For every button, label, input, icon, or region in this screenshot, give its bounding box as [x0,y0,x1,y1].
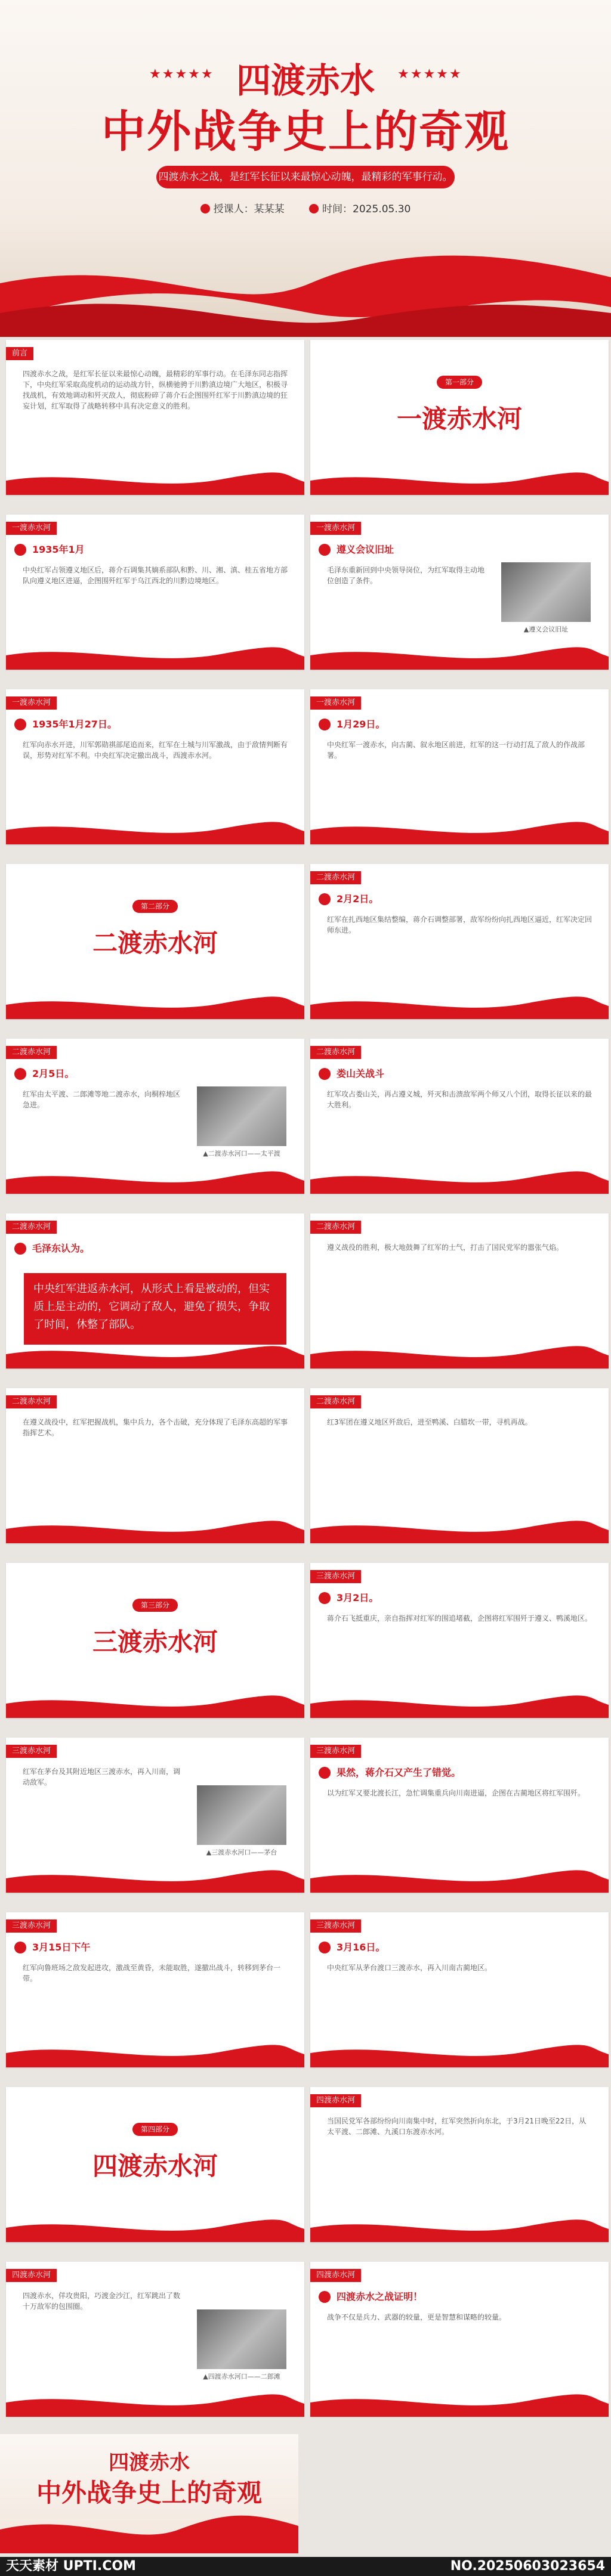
star-row-left: ★★★★★ [149,67,214,82]
slide-tag: 四渡赤水河 [310,2269,361,2282]
slide-11 [6,1213,304,1368]
historic-photo [197,1785,286,1845]
slide-6 [310,689,609,844]
slide-tag: 二渡赤水河 [6,1395,57,1408]
slide-tag: 三渡赤水河 [6,1745,57,1758]
slide-body: 四渡赤水之战，是红军长征以来最惊心动魄，最精彩的军事行动。在毛泽东同志指挥下，中央红军采取高度机动的运动战方针，纵横驰骋于川黔滇边境广大地区，积极寻找战机，有效地调动和歼灭敌人，彻底粉碎了蒋介石企图围歼红军于川黔滇边境的狂妄计划，红军取得了战略转移中具有决定意义的胜利。 [23,370,288,410]
cover-title: 四渡赤水 [236,60,375,101]
part-label: 第三部分 [132,1599,178,1612]
section-title: 二渡赤水河 [92,928,218,958]
slide-heading: 2月2日。 [319,891,378,907]
slide-body: 红军向鲁班场之敌发起进攻，激战至黄昏，未能取胜，遂撤出战斗，转移到茅台一带。 [23,1964,281,1983]
slide-body: 中央红军一渡赤水，向古蔺、叙永地区前进，红军的这一行动打乱了敌人的作战部署。 [327,741,585,760]
slide-tag: 二渡赤水河 [310,1395,361,1408]
slide-1 [6,340,304,495]
slide-heading: 1935年1月 [14,542,85,558]
slide-2 [310,340,609,495]
footer-wave [6,818,304,844]
slide-3 [6,515,304,670]
slide-body: 红军攻占娄山关，再占遵义城，歼灭和击溃敌军两个师又八个团，取得长征以来的最大胜利。 [327,1090,593,1109]
slide-tag: 一渡赤水河 [310,696,361,710]
slide-heading: 1935年1月27日。 [14,717,117,732]
photo-caption: ▲四渡赤水河口——二郎滩 [203,2373,280,2380]
slide-16 [310,1563,609,1718]
slide-tag: 三渡赤水河 [310,1745,361,1758]
section-title: 四渡赤水河 [92,2151,218,2181]
historic-photo [501,562,591,622]
footer-wave [310,469,609,495]
photo-caption: ▲遵义会议旧址 [523,626,569,633]
slide-12 [310,1213,609,1368]
slide-body: 以为红军又要北渡长江，急忙调集重兵向川南进逼，企图在古蔺地区将红军围歼。 [327,1789,585,1797]
slide-body: 毛泽东重新回到中央领导岗位，为红军取得主动地位创造了条件。 [327,566,485,585]
section-title: 一渡赤水河 [396,404,522,434]
footer-wave [310,1517,609,1543]
slide-heading: 1月29日。 [319,717,385,732]
cover-meta [0,200,611,215]
slide-tag: 二渡赤水河 [310,871,361,884]
slide-tag: 四渡赤水河 [6,2269,57,2282]
cover-subtitle-title: 中外战争史上的奇观 [101,106,510,157]
slide-body: 在遵义战役中，红军把握战机，集中兵力，各个击破，充分体现了毛泽东高超的军事指挥艺术。 [23,1418,288,1437]
slide-heading: 毛泽东认为。 [14,1241,90,1256]
slide-tag: 二渡赤水河 [310,1046,361,1059]
slide-body: 红军向赤水开进，川军郭勋祺部尾追而来，红军在土城与川军激战，由于敌情判断有误，形势对红军不利。中央红军决定撤出战斗，西渡赤水河。 [23,741,288,760]
part-label: 第四部分 [132,2123,178,2136]
photo-caption: ▲三渡赤水河口——茅台 [206,1849,277,1856]
site-name: 天天素材 UPTI.COM [6,2559,136,2574]
slide-body: 红3军团在遵义地区歼敌后，进至鸭溪、白腊坎一带，寻机再战。 [327,1418,532,1426]
star-row-right: ★★★★★ [397,67,462,82]
footer-wave [6,2216,304,2242]
slide-14 [310,1388,609,1543]
slide-body: 当国民党军各部纷纷向川南集中时，红军突然折向东北，于3月21日晚至22日，从太平渡、二郎滩、九溪口东渡赤水河。 [327,2117,587,2136]
slide-heading: 遵义会议旧址 [319,542,394,558]
footer-wave [6,993,304,1019]
slide-body: 红军在茅台及其附近地区三渡赤水，再入川南，调动敌军。 [23,1767,181,1787]
slide-tag: 一渡赤水河 [6,696,57,710]
slide-body: 中央红军占领遵义地区后，蒋介石调集其嫡系部队和黔、川、湘、滇、桂五省地方部队向遵义地区进逼，企图围歼红军于乌江西北的川黔边境地区。 [23,566,288,585]
closing-subtitle: 中外战争史上的奇观 [36,2478,262,2507]
footer-wave [310,1168,609,1194]
slide-heading: 3月2日。 [319,1590,378,1606]
footer-wave [310,2391,609,2417]
footer-wave [6,2391,304,2417]
part-label: 第一部分 [437,376,482,389]
slide-body: 红军由太平渡、二郎滩等地二渡赤水，向桐梓地区急进。 [23,1090,181,1109]
closing-slide [0,2434,298,2553]
slide-17 [6,1738,304,1893]
slide-body: 战争不仅是兵力、武器的较量，更是智慧和谋略的较量。 [327,2313,507,2321]
footer-wave [310,993,609,1019]
footer-wave [6,1342,304,1368]
slide-22 [310,2087,609,2242]
footer-wave [310,1866,609,1893]
watermark-bar [0,2557,611,2576]
slide-tag: 一渡赤水河 [310,522,361,535]
footer-wave [6,1168,304,1194]
slide-body: 遵义战役的胜利，极大地鼓舞了红军的士气，打击了国民党军的嚣张气焰。 [327,1243,564,1252]
footer-wave [310,1342,609,1368]
slide-tag: 四渡赤水河 [310,2094,361,2107]
slide-tag: 三渡赤水河 [6,1919,57,1933]
slide-heading: 娄山关战斗 [319,1066,384,1082]
slide-tag: 二渡赤水河 [6,1221,57,1234]
slide-tag: 三渡赤水河 [310,1570,361,1583]
historic-photo [197,1086,286,1146]
part-label: 第二部分 [132,900,178,913]
quote-box: 中央红军进返赤水河，从形式上看是被动的，但实质上是主动的，它调动了敌人，避免了损失，争取了时间，休整了部队。 [24,1273,286,1345]
footer-wave [310,1692,609,1718]
footer-wave [310,818,609,844]
slide-heading: 3月15日下午 [14,1940,90,1955]
slide-21 [6,2087,304,2242]
closing-ribbon [0,2512,298,2553]
footer-wave [6,1866,304,1893]
footer-wave [6,1692,304,1718]
slide-tag: 二渡赤水河 [6,1046,57,1059]
slide-tag: 前言 [6,347,33,360]
slide-heading: 3月16日。 [319,1940,385,1955]
photo-caption: ▲二渡赤水河口——太平渡 [203,1150,280,1157]
footer-wave [310,2216,609,2242]
slide-body: 四渡赤水，佯攻贵阳，巧渡金沙江，红军跳出了数十万敌军的包围圈。 [23,2292,181,2311]
slide-7 [6,864,304,1019]
slide-19 [6,1912,304,2067]
person-icon [200,204,210,213]
slide-tag: 三渡赤水河 [310,1919,361,1933]
slide-body: 蒋介石飞抵重庆，亲自指挥对红军的围追堵截，企图将红军围歼于遵义、鸭溪地区。 [327,1614,593,1623]
date: 时间：2025.05.30 [309,203,411,215]
slide-20 [310,1912,609,2067]
cover-tagline: 四渡赤水之战，是红军长征以来最惊心动魄，最精彩的军事行动。 [156,166,455,188]
red-ribbon [0,242,611,337]
section-title: 三渡赤水河 [92,1627,218,1657]
closing-title: 四渡赤水 [109,2451,190,2475]
footer-wave [6,2041,304,2067]
slide-5 [6,689,304,844]
slide-10 [310,1039,609,1194]
footer-wave [310,643,609,670]
footer-wave [6,643,304,670]
presenter: 授课人：某某某 [200,203,285,215]
slide-heading: 四渡赤水之战证明！ [319,2289,422,2305]
slide-13 [6,1388,304,1543]
footer-wave [310,2041,609,2067]
slide-heading: 2月5日。 [14,1066,74,1082]
slide-15 [6,1563,304,1718]
item-number: NO.20250603023654 [450,2559,605,2574]
slide-body: 红军在扎西地区集结整编，蒋介石调整部署，敌军纷纷向扎西地区逼近，红军决定回师东进。 [327,915,593,934]
footer-wave [6,469,304,495]
cover-slide [0,0,611,337]
slide-body: 中央红军从茅台渡口三渡赤水，再入川南古蔺地区。 [327,1964,492,1972]
slide-heading: 果然，蒋介石又产生了错觉。 [319,1765,461,1781]
clock-icon [309,204,319,213]
historic-photo [197,2309,286,2369]
slide-tag: 二渡赤水河 [310,1221,361,1234]
slide-23 [6,2262,304,2417]
slide-tag: 一渡赤水河 [6,522,57,535]
slide-18 [310,1738,609,1893]
slide-4 [310,515,609,670]
slide-24 [310,2262,609,2417]
slide-9 [6,1039,304,1194]
slide-8 [310,864,609,1019]
footer-wave [6,1517,304,1543]
